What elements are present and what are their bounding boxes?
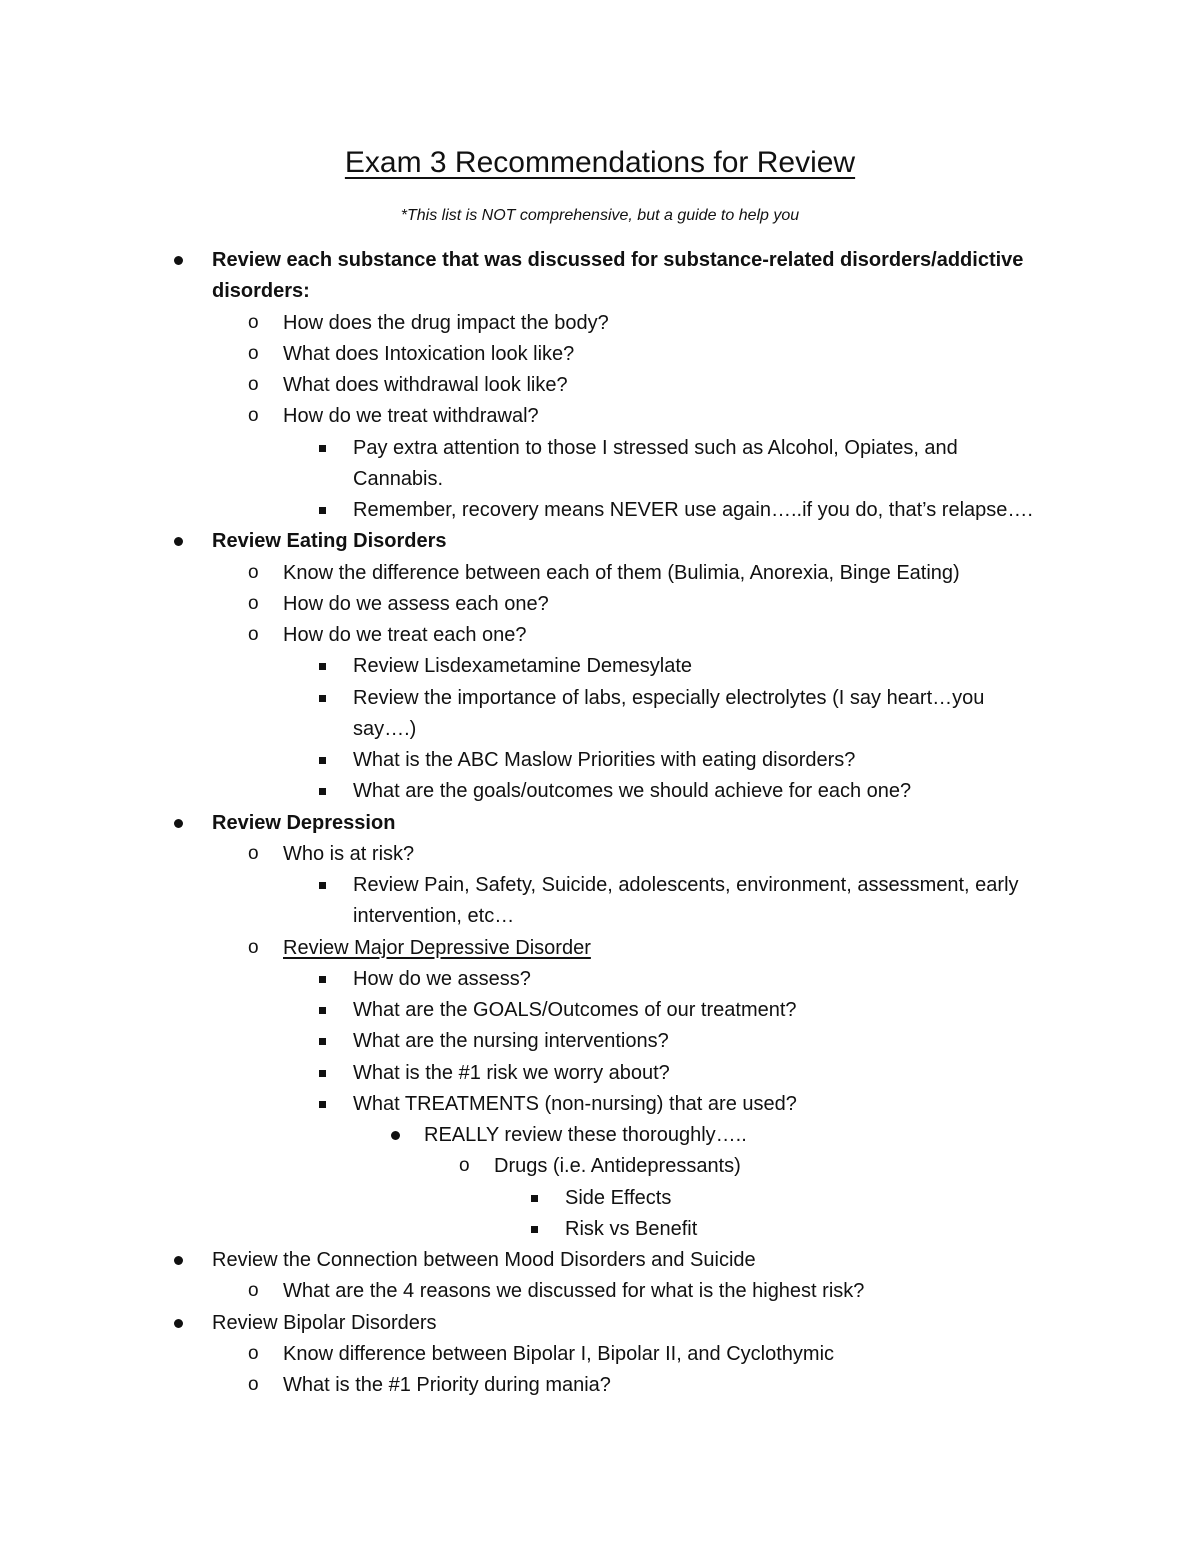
bullet-circle-icon: o (248, 842, 259, 864)
bullet-circle-icon: o (459, 1155, 470, 1177)
list-item: Review the Connection between Mood Disorders and Suicide (212, 1249, 756, 1271)
list-item: What are the goals/outcomes we should achieve for each one? (353, 780, 912, 803)
bullet-circle-icon: o (248, 592, 259, 614)
list-item: What does withdrawal look like? (283, 374, 568, 396)
bullet-square-icon (319, 695, 326, 702)
list-item: What is the #1 Priority during mania? (283, 1374, 611, 1396)
list-item: Drugs (i.e. Antidepressants) (494, 1155, 741, 1178)
list-item: Review Depression (212, 811, 396, 834)
document-subtitle: *This list is NOT comprehensive, but a guide to help you (400, 207, 800, 224)
list-item: Know difference between Bipolar I, Bipolar II, and Cyclothymic (283, 1342, 835, 1365)
bullet-circle-icon: o (248, 936, 259, 958)
bullet-dot-icon (391, 1131, 400, 1140)
bullet-square-icon (319, 1101, 326, 1108)
bullet-square-icon (319, 663, 326, 670)
list-item: How do we treat withdrawal? (283, 405, 539, 428)
list-item: Remember, recovery means NEVER use again…..if you do, that’s relapse…. (353, 499, 1033, 521)
list-item-continuation: intervention, etc… (353, 905, 515, 928)
bullet-dot-icon (174, 1319, 183, 1328)
bullet-square-icon (531, 1195, 538, 1202)
list-item (283, 933, 591, 964)
list-item: Risk vs Benefit (565, 1217, 698, 1240)
bullet-square-icon (319, 1070, 326, 1077)
document-title: Exam 3 Recommendations for Review (344, 146, 856, 179)
bullet-square-icon (319, 445, 326, 452)
list-item-continuation: disorders: (212, 280, 310, 303)
list-item-continuation: say….) (353, 717, 417, 740)
list-item: What is the ABC Maslow Priorities with eating disorders? (353, 749, 856, 771)
list-item: Pay extra attention to those I stressed such as Alcohol, Opiates, and (353, 436, 958, 459)
bullet-circle-icon: o (248, 405, 259, 427)
bullet-dot-icon (174, 537, 183, 546)
bullet-circle-icon: o (248, 342, 259, 364)
bullet-circle-icon: o (248, 561, 259, 583)
list-item: Review Lisdexametamine Demesylate (353, 655, 693, 678)
bullet-dot-icon (174, 819, 183, 828)
list-item: What are the nursing interventions? (353, 1030, 669, 1053)
bullet-dot-icon (174, 1256, 183, 1265)
list-item: How do we assess each one? (283, 592, 549, 615)
list-item: Review Eating Disorders (212, 530, 447, 553)
list-item: Know the difference between each of them (Bulimia, Anorexia, Binge Eating) (283, 561, 960, 584)
list-item: How does the drug impact the body? (283, 311, 609, 334)
bullet-square-icon (319, 757, 326, 764)
bullet-square-icon (319, 1038, 326, 1045)
list-item: What is the #1 risk we worry about? (353, 1061, 670, 1084)
bullet-circle-icon: o (248, 374, 259, 395)
bullet-square-icon (319, 507, 326, 514)
list-item: How do we assess? (353, 967, 531, 990)
bullet-square-icon (319, 882, 326, 889)
list-item: Who is at risk? (283, 842, 415, 865)
list-item: What does Intoxication look like? (283, 342, 575, 365)
bullet-circle-icon: o (248, 311, 259, 333)
bullet-dot-icon (174, 256, 183, 265)
bullet-circle-icon: o (248, 1342, 259, 1364)
bullet-circle-icon: o (248, 624, 259, 645)
list-item-continuation: Cannabis. (353, 467, 444, 490)
list-item: Side Effects (565, 1186, 672, 1209)
bullet-square-icon (319, 788, 326, 795)
list-item: REALLY review these thoroughly….. (424, 1124, 747, 1146)
list-item: What TREATMENTS (non-nursing) that are used? (353, 1092, 797, 1115)
list-item: What are the GOALS/Outcomes of our treatment? (353, 999, 797, 1021)
list-item-underlined-text: Review Major Depressive Disorder (283, 936, 591, 959)
bullet-square-icon (531, 1226, 538, 1233)
bullet-circle-icon: o (248, 1280, 259, 1302)
list-item: How do we treat each one? (283, 624, 527, 646)
bullet-circle-icon: o (248, 1374, 259, 1395)
list-item: What are the 4 reasons we discussed for what is the highest risk? (283, 1280, 865, 1303)
list-item: Review Pain, Safety, Suicide, adolescents, environment, assessment, early (353, 874, 1019, 896)
list-item: Review each substance that was discussed for substance-related disorders/addictive (212, 249, 1024, 271)
list-item: Review Bipolar Disorders (212, 1311, 437, 1334)
bullet-square-icon (319, 1007, 326, 1014)
bullet-square-icon (319, 976, 326, 983)
list-item: Review the importance of labs, especially electrolytes (I say heart…you (353, 686, 985, 709)
